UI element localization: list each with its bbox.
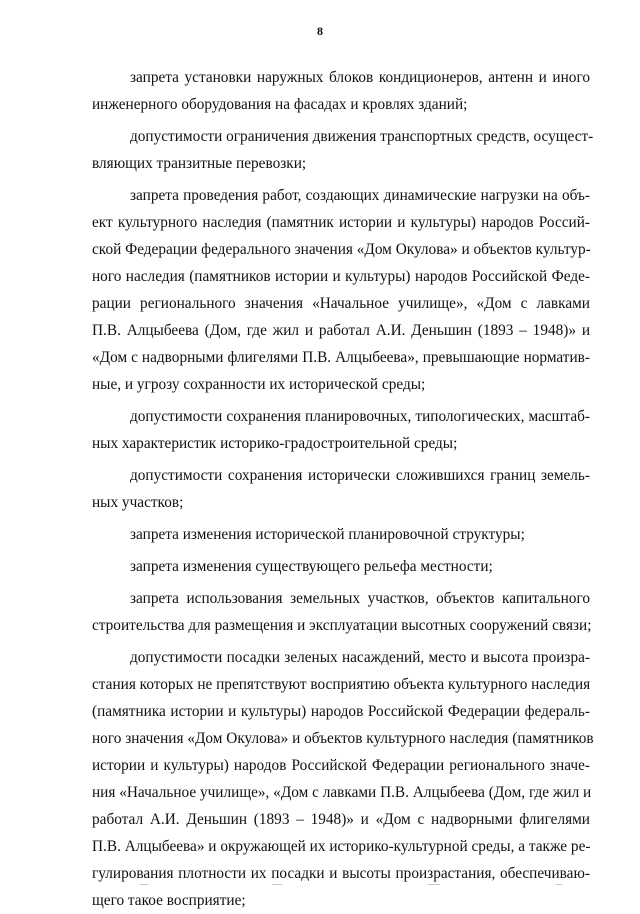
paragraph [92,182,590,398]
text-line: допустимости сохранения исторически сложившихся границ земель- [130,467,590,484]
text-line: работал А.И. Деньшин (1893 – 1948)» и «Дом с надворными флигелями [92,811,590,828]
text-line: запрета установки наружных блоков кондиционеров, антенн и иного [130,69,590,86]
text-line: ных характеристик историко-градостроительной среды; [92,435,458,452]
scan-speck [272,884,282,885]
text-line: инженерного оборудования на фасадах и кровлях зданий; [92,96,468,113]
scan-speck [140,884,148,885]
text-line: П.В. Алцыбеева» и окружающей их историко-культурной среды, а также ре- [92,838,591,855]
page-number: 8 [317,24,323,38]
text-line: запрета изменения существующего рельефа местности; [130,558,493,575]
paragraph [92,64,590,118]
text-line: гулирования плотности их посадки и высоты произрастания, обеспечиваю- [92,865,590,882]
paragraph [92,644,594,914]
text-line: ные, и угрозу сохранности их исторической среды; [92,376,426,393]
text-line: ект культурного наследия (памятник истории и культуры) народов Россий- [92,214,590,231]
text-line: ного наследия (памятников истории и культуры) народов Российской Феде- [92,268,590,285]
paragraph [92,553,590,580]
text-line: (памятника истории и культуры) народов Российской Федерации федераль- [92,703,590,720]
text-line: допустимости ограничения движения транспортных средств, осущест- [130,128,594,145]
text-line: П.В. Алцыбеева (Дом, где жил и работал А.И. Деньшин (1893 – 1948)» и [92,322,590,339]
paragraph [92,585,590,639]
text-line: истории и культуры) народов Российской Федерации регионального значе- [92,757,590,774]
text-line: допустимости посадки зеленых насаждений, место и высота произра- [130,649,590,666]
text-line: строительства для размещения и эксплуатации высотных сооружений связи; [92,617,592,634]
text-line: запрета проведения работ, создающих динамические нагрузки на объ- [130,187,590,204]
text-line: «Дом с надворными флигелями П.В. Алцыбеева», превышающие норматив- [92,349,590,366]
text-line: ской Федерации федерального значения «Дом Окулова» и объектов культур- [92,241,591,258]
text-line: допустимости сохранения планировочных, типологических, масштаб- [130,408,590,425]
text-line: щего такое восприятие; [92,892,246,909]
paragraph [92,403,590,457]
text-line: стания которых не препятствуют восприятию объекта культурного наследия [92,676,591,693]
scan-speck [428,884,440,885]
text-line: ного значения «Дом Окулова» и объектов культурного наследия (памятников [92,730,594,747]
text-line: рации регионального значения «Начальное училище», «Дом с лавками [92,295,590,312]
paragraph [92,462,590,516]
text-line: ных участков; [92,494,184,511]
paragraph [92,123,594,177]
text-line: ния «Начальное училище», «Дом с лавками П.В. Алцыбеева (Дом, где жил и [92,784,592,801]
document-body [92,64,594,914]
text-line: запрета изменения исторической планировочной структуры; [130,526,525,543]
scan-speck [556,884,562,885]
paragraph [92,521,590,548]
text-line: вляющих транзитные перевозки; [92,155,307,172]
text-line: запрета использования земельных участков, объектов капитального [130,590,590,607]
